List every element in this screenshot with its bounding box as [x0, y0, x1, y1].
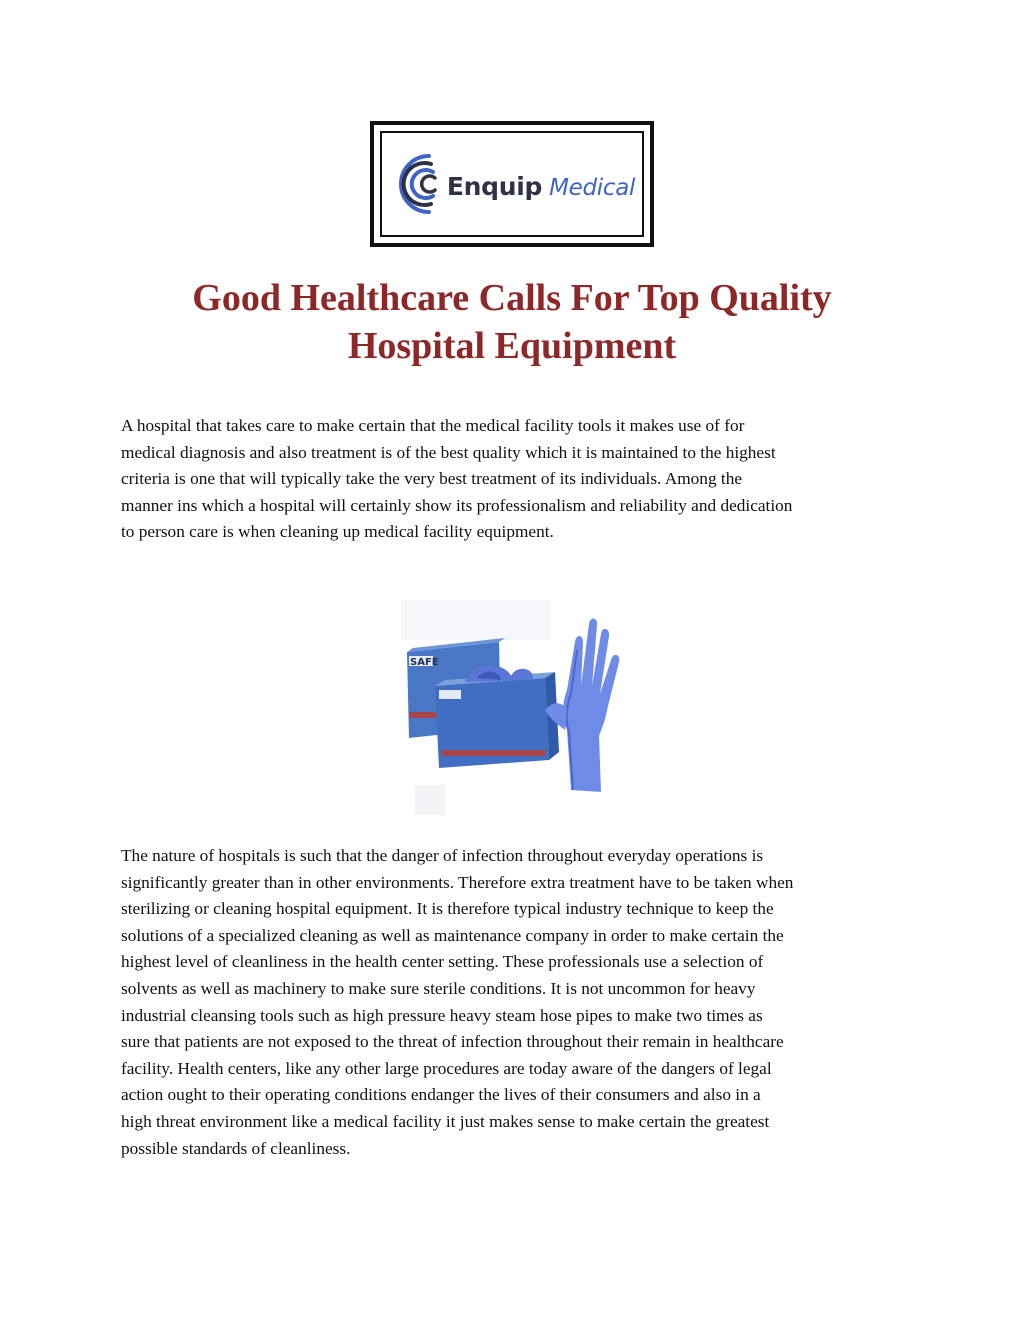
gloves-box-illustration [395, 590, 630, 820]
paragraph-line: possible standards of cleanliness. [121, 1138, 351, 1158]
paragraph-line: A hospital that takes care to make certain that the medical facility tools it makes use of for [121, 416, 745, 435]
enquip-swirl-logo-icon [389, 148, 445, 220]
paragraph-line: to person care is when cleaning up medical facility equipment. [121, 522, 554, 542]
paragraph-line: sterilizing or cleaning hospital equipment. It is therefore typical industry technique to keep the [121, 899, 774, 919]
paragraph-line: highest level of cleanliness in the health center setting. These professionals use a selection of [121, 952, 764, 972]
logo [380, 131, 644, 237]
paragraph-line: sure that patients are not exposed to the threat of infection throughout their remain in healthcare [121, 1032, 784, 1052]
paragraph-line: medical diagnosis and also treatment is of the best quality which it is maintained to the highest [121, 442, 776, 462]
product-photo [395, 590, 630, 820]
paragraph-line: The nature of hospitals is such that the danger of infection throughout everyday operations is [121, 846, 764, 865]
paragraph-line: solutions of a specialized cleaning as well as maintenance company in order to make certain the [121, 925, 784, 945]
paragraph-intro [121, 413, 906, 546]
logo-brand-light: Medical [549, 174, 636, 201]
title-line: Hospital Equipment [347, 325, 677, 367]
paragraph-line: action ought to their operating conditions endanger the lives of their consumers and also in a [121, 1085, 761, 1105]
paragraph-line: facility. Health centers, like any other large procedures are today aware of the dangers of legal [121, 1058, 772, 1078]
box-label: SAFE [410, 657, 439, 668]
paragraph-line: manner ins which a hospital will certainly show its professionalism and reliability and dedication [121, 495, 793, 515]
logo-frame [370, 121, 654, 247]
title-line: Good Healthcare Calls For Top Quality [192, 277, 832, 319]
paragraph-line: criteria is one that will typically take the very best treatment of its individuals. Among the [121, 469, 743, 489]
paragraph-line: industrial cleansing tools such as high pressure heavy steam hose pipes to make two times as [121, 1005, 763, 1025]
paragraph-body [121, 843, 906, 1162]
paragraph-line: solvents as well as machinery to make sure sterile conditions. It is not uncommon for heavy [121, 978, 756, 998]
paragraph-line: significantly greater than in other environments. Therefore extra treatment have to be taken when [121, 872, 794, 892]
logo-brand-strong: Enquip [446, 171, 543, 201]
paragraph-line: high threat environment like a medical facility it just makes sense to make certain the greatest [121, 1111, 770, 1131]
logo-wordmark [447, 172, 635, 201]
page-title [0, 274, 1024, 370]
